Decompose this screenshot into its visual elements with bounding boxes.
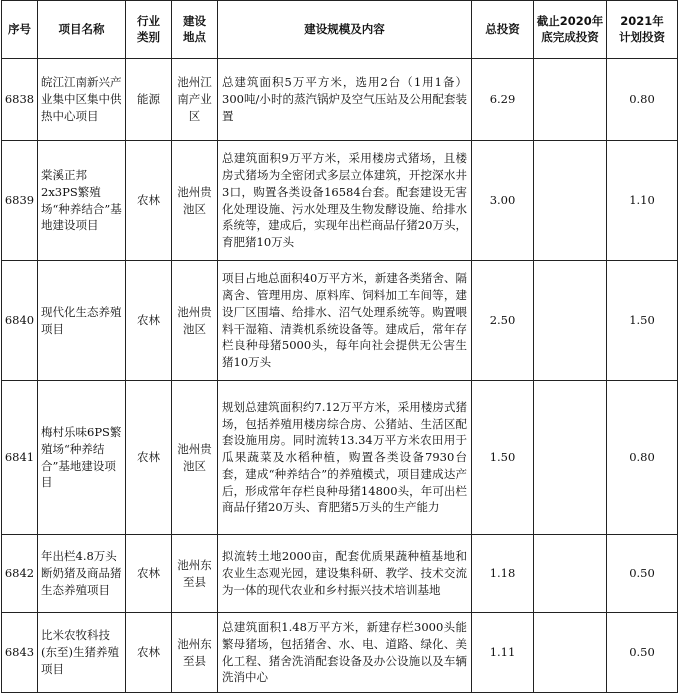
table-row <box>2 613 678 693</box>
table-row <box>2 141 678 261</box>
row-location: 池州江南产业区 <box>172 59 218 141</box>
header-id: 序号 <box>2 1 38 59</box>
row-location: 池州东至县 <box>172 613 218 693</box>
row-scope: 拟流转土地2000亩，配套优质果蔬种植基地和农业生态观光园，建设集科研、教学、技术交流为一体的现代农业和乡村振兴技术培训基地 <box>218 535 472 613</box>
row-scope: 规划总建筑面积约7.12万平方米，采用楼房式猪场，包括养殖用楼房综合房、公猪站、生活区配套设施用房。同时流转13.34万平方米农田用于瓜果蔬菜及水稻种植，购置各类设备7930台套，建成“种养结合”的养殖模式，项目建成达产后，形成常年存栏良种母猪14800头，年可出栏商品仔猪20万头、育肥猪5万头的生产能力 <box>218 381 472 535</box>
row-name: 年出栏4.8万头断奶猪及商品猪生态养殖项目 <box>38 535 126 613</box>
row-name: 比米农牧科技(东至)生猪养殖项目 <box>38 613 126 693</box>
row-name: 梅村乐味6PS繁殖场“种养结合”基地建设项目 <box>38 381 126 535</box>
row-done2020 <box>534 613 607 693</box>
row-industry: 农林 <box>126 535 172 613</box>
row-total: 6.29 <box>472 59 534 141</box>
header-row <box>2 1 678 59</box>
header-done2020: 截止2020年 底完成投资 <box>534 1 607 59</box>
header-total: 总投资 <box>472 1 534 59</box>
row-done2020 <box>534 261 607 381</box>
row-industry: 农林 <box>126 613 172 693</box>
row-plan2021: 1.10 <box>607 141 678 261</box>
row-name: 现代化生态养殖项目 <box>38 261 126 381</box>
row-plan2021: 0.50 <box>607 535 678 613</box>
table-row <box>2 535 678 613</box>
row-id: 6843 <box>2 613 38 693</box>
table-row <box>2 59 678 141</box>
row-total: 1.50 <box>472 381 534 535</box>
row-scope: 项目占地总面积40万平方米，新建各类猪舍、隔离舍、管理用房、原料库、饲料加工车间等，建设厂区围墙、给排水、沼气处理系统等。购置喂料干湿箱、清粪机系统设备等。建成后，常年存栏良种母猪5000头，每年向社会提供无公害生猪10万头 <box>218 261 472 381</box>
row-name: 皖江江南新兴产业集中区集中供热中心项目 <box>38 59 126 141</box>
row-name: 棠溪正邦2x3PS繁殖场“种养结合”基地建设项目 <box>38 141 126 261</box>
row-industry: 农林 <box>126 261 172 381</box>
row-scope: 总建筑面积1.48万平方米，新建存栏3000头能繁母猪场，包括猪舍、水、电、道路、绿化、美化工程、猪舍洗消配套设备及办公设施以及车辆洗消中心 <box>218 613 472 693</box>
header-industry: 行业 类别 <box>126 1 172 59</box>
header-location: 建设 地点 <box>172 1 218 59</box>
row-done2020 <box>534 381 607 535</box>
row-scope: 总建筑面积9万平方米，采用楼房式猪场，且楼房式猪场为全密闭式多层立体建筑，开挖深水井3口，购置各类设备16584台套。配套建设无害化处理设施、污水处理及生物发酵设施、给排水系统等，建成后，实现年出栏商品仔猪20万头，育肥猪10万头 <box>218 141 472 261</box>
row-total: 1.11 <box>472 613 534 693</box>
row-done2020 <box>534 535 607 613</box>
row-industry: 能源 <box>126 59 172 141</box>
row-id: 6838 <box>2 59 38 141</box>
row-plan2021: 0.80 <box>607 59 678 141</box>
row-total: 1.18 <box>472 535 534 613</box>
row-industry: 农林 <box>126 381 172 535</box>
header-plan2021: 2021年 计划投资 <box>607 1 678 59</box>
row-industry: 农林 <box>126 141 172 261</box>
project-table <box>1 0 678 693</box>
row-location: 池州贵池区 <box>172 381 218 535</box>
row-id: 6839 <box>2 141 38 261</box>
row-location: 池州贵池区 <box>172 261 218 381</box>
row-plan2021: 0.80 <box>607 381 678 535</box>
row-done2020 <box>534 59 607 141</box>
row-id: 6842 <box>2 535 38 613</box>
row-scope: 总建筑面积5万平方米，选用2台（1用1备）300吨/小时的蒸汽锅炉及空气压站及公用配套装置 <box>218 59 472 141</box>
row-location: 池州贵池区 <box>172 141 218 261</box>
row-id: 6840 <box>2 261 38 381</box>
header-scope: 建设规模及内容 <box>218 1 472 59</box>
row-plan2021: 0.50 <box>607 613 678 693</box>
header-name: 项目名称 <box>38 1 126 59</box>
row-id: 6841 <box>2 381 38 535</box>
row-location: 池州东至县 <box>172 535 218 613</box>
row-done2020 <box>534 141 607 261</box>
row-total: 3.00 <box>472 141 534 261</box>
table-row <box>2 381 678 535</box>
row-plan2021: 1.50 <box>607 261 678 381</box>
table-row <box>2 261 678 381</box>
row-total: 2.50 <box>472 261 534 381</box>
